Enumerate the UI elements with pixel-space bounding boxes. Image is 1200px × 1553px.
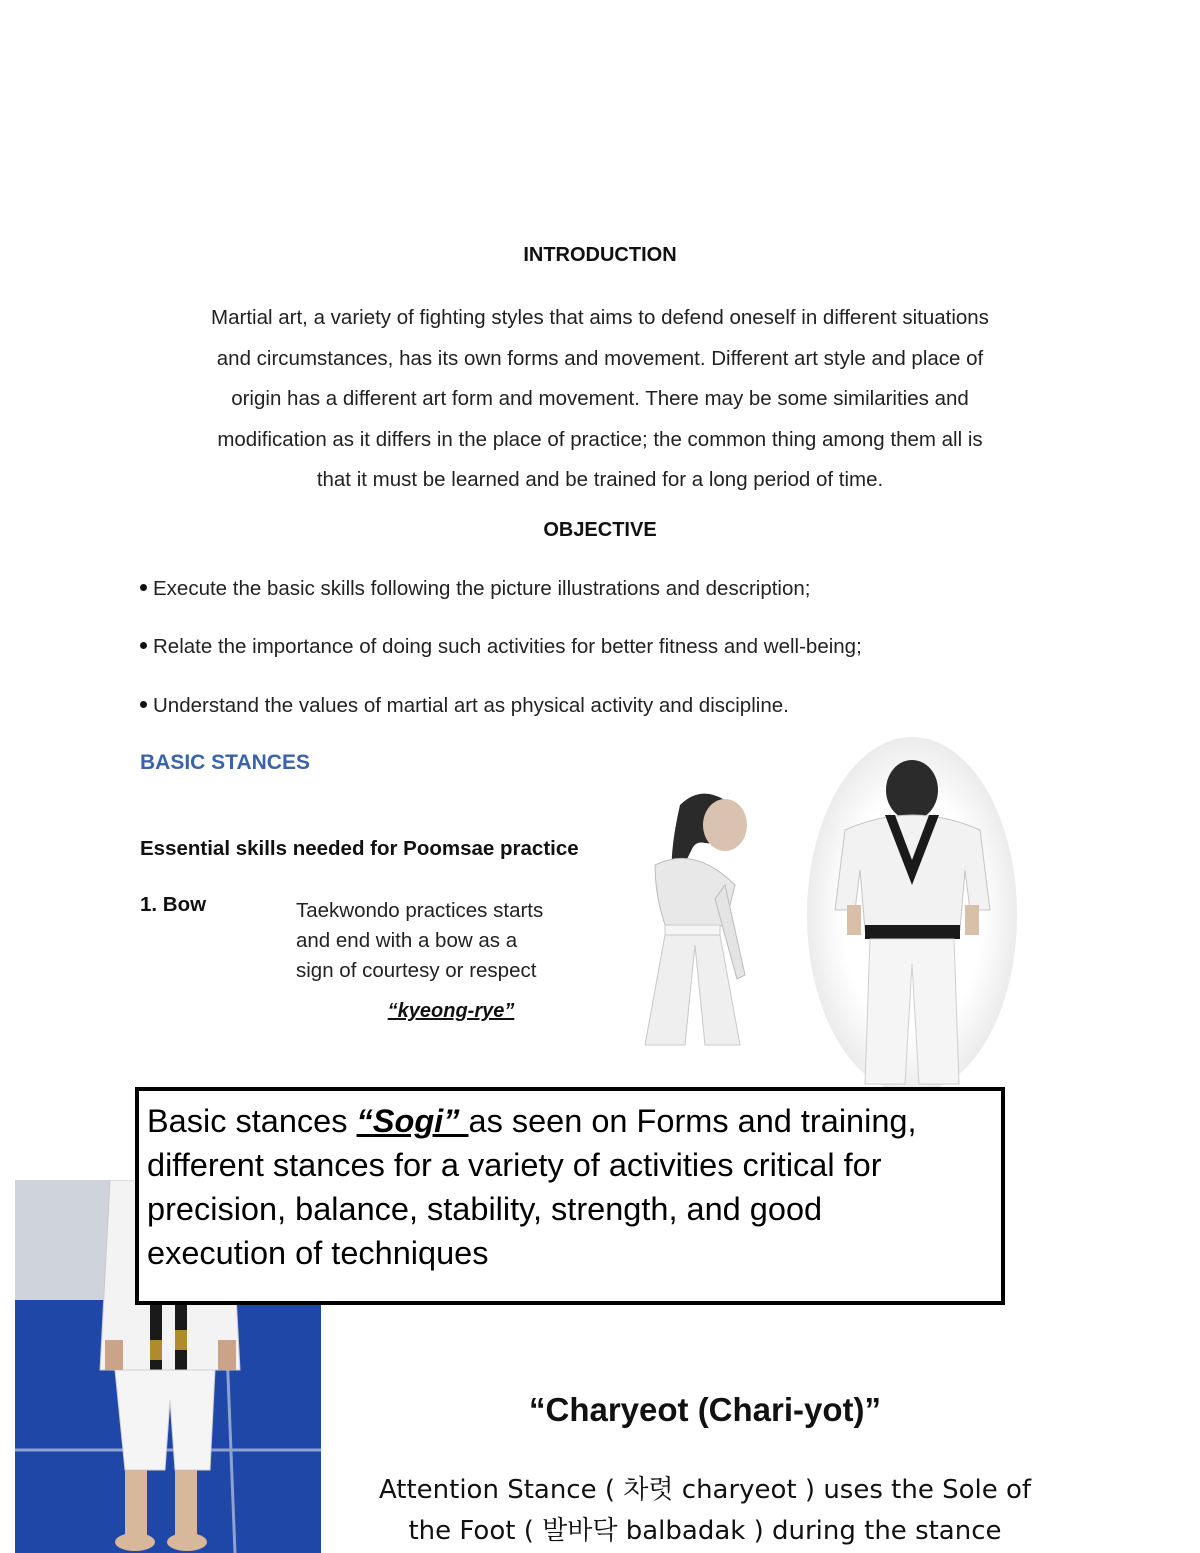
objective-item xyxy=(140,635,862,659)
introduction-line: origin has a different art form and movement. There may be some similarities and xyxy=(231,387,969,410)
charyeot-description-line: Attention Stance ( 차렷 charyeot ) uses the Sole of xyxy=(378,1475,1032,1505)
bullet-icon xyxy=(140,701,147,708)
objective-item xyxy=(140,694,789,718)
charyeot-description-line: the Foot ( 발바닥 balbadak ) during the stance xyxy=(408,1516,1002,1546)
bullet-icon xyxy=(140,642,147,649)
sogi-callout-line: precision, balance, stability, strength, and good xyxy=(147,1191,823,1227)
sogi-callout-line: Basic stances “Sogi” as seen on Forms and training, xyxy=(147,1103,917,1139)
sogi-term: “Sogi” xyxy=(356,1103,469,1139)
objective-item-text: Relate the importance of doing such activities for better fitness and well-being; xyxy=(153,635,862,658)
bow-description-line: and end with a bow as a xyxy=(296,929,518,952)
bullet-icon xyxy=(140,584,147,591)
bow-description-line: sign of courtesy or respect xyxy=(296,959,537,982)
charyeot-title: “Charyeot (Chari-yot)” xyxy=(528,1391,882,1428)
basic-stances-heading: BASIC STANCES xyxy=(140,751,310,774)
introduction-line: modification as it differs in the place of practice; the common thing among them all is xyxy=(217,427,983,451)
objective-heading: OBJECTIVE xyxy=(543,519,657,541)
objective-item-text: Understand the values of martial art as physical activity and discipline. xyxy=(153,694,789,717)
charyeot-description xyxy=(360,1470,1050,1552)
sogi-callout-box xyxy=(135,1087,1005,1305)
introduction-paragraph xyxy=(140,298,1060,501)
objective-item-text: Execute the basic skills following the picture illustrations and description; xyxy=(153,577,811,600)
introduction-line: that it must be learned and be trained for a long period of time. xyxy=(316,468,884,491)
objective-item xyxy=(140,577,810,601)
woman-bowing-photo xyxy=(625,775,775,1055)
man-bowing-photo xyxy=(805,735,1020,1095)
bow-label: 1. Bow xyxy=(140,893,207,916)
sogi-callout-line: execution of techniques xyxy=(147,1235,489,1271)
bow-term: “kyeong-rye” xyxy=(387,1000,515,1022)
introduction-line: Martial art, a variety of fighting styles that aims to defend oneself in different situations xyxy=(211,306,989,329)
sogi-callout-line: different stances for a variety of activities critical for xyxy=(147,1147,882,1183)
essential-skills-subheading: Essential skills needed for Poomsae practice xyxy=(140,837,579,860)
sogi-callout-text xyxy=(147,1099,997,1275)
introduction-heading: INTRODUCTION xyxy=(523,244,677,266)
bow-description-line: Taekwondo practices starts xyxy=(296,899,544,922)
introduction-line: and circumstances, has its own forms and movement. Different art style and place of xyxy=(216,346,984,370)
bow-description xyxy=(296,896,596,986)
